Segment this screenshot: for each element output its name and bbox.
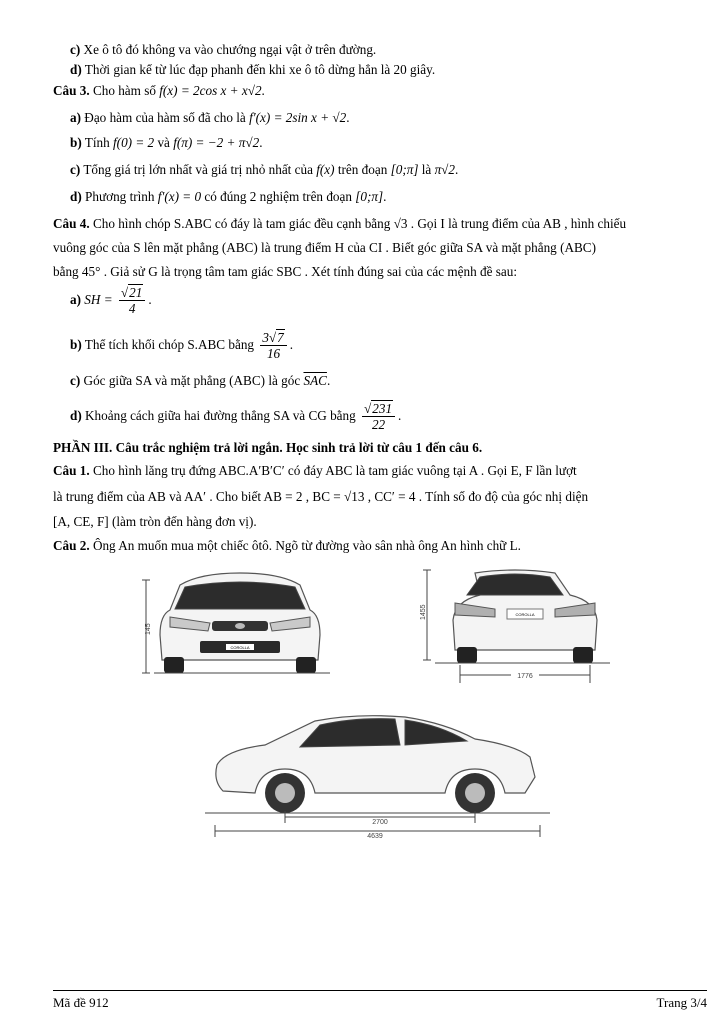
rear-height-label: 1455 bbox=[420, 604, 427, 620]
toyota-logo-icon bbox=[235, 623, 245, 629]
exam-code: Mã đề 912 bbox=[53, 995, 109, 1010]
q4-d-fraction: $\frac{√231}{22}$ bbox=[362, 401, 395, 432]
q4-b-fraction: $\frac{3√7}{16}$ bbox=[260, 330, 286, 361]
rear-wheel-left bbox=[457, 647, 477, 663]
rear-window bbox=[467, 574, 563, 595]
rear-width-label: 1776 bbox=[517, 673, 533, 680]
front-height-label: 145 bbox=[145, 623, 152, 635]
q3-item-c: c) Tổng giá trị lớn nhất và giá trị nhỏ nhất của f(x) trên đoạn [0;π] là π√2. bbox=[70, 162, 459, 177]
p3-q1-line-2: là trung điểm của AB và AA′ . Cho biết AB = 2 , BC = √13 , CC′ = 4 . Tính số đo độ của góc nhị diện bbox=[53, 489, 589, 504]
q4-item-c: c) Góc giữa SA và mặt phẳng (ABC) là góc $\overline{SAC}$. bbox=[70, 373, 331, 388]
part3-heading: PHẦN III. Câu trắc nghiệm trả lời ngắn. Học sinh trả lời từ câu 1 đến câu 6. bbox=[53, 440, 483, 455]
q4-line-1: Câu 4. Cho hình chóp S.ABC có đáy là tam giác đều cạnh bằng √3 . Gọi I là trung điểm của AB , hình chiếu bbox=[53, 216, 627, 231]
q2-item-c: c) Xe ô tô đó không va vào chướng ngại vật ở trên đường. bbox=[70, 42, 377, 57]
length-label: 4639 bbox=[367, 833, 383, 840]
q3-function: f(x) = 2cos x + x√2 bbox=[159, 83, 262, 98]
front-wheel-left bbox=[164, 657, 184, 673]
p3-q2-line: Câu 2. Ông An muốn mua một chiếc ôtô. Ngõ từ đường vào sân nhà ông An hình chữ L. bbox=[53, 538, 521, 553]
car-front-view bbox=[140, 565, 340, 680]
q4-line-3: bằng 45° . Giả sử G là trọng tâm tam giác SBC . Xét tính đúng sai của các mệnh đề sau: bbox=[53, 264, 517, 279]
front-windshield bbox=[175, 582, 305, 609]
front-plate-text: COROLLA bbox=[230, 645, 250, 650]
q3-item-a: a) Đạo hàm của hàm số đã cho là f′(x) = 2sin x + √2. bbox=[70, 110, 350, 125]
front-wheel-right bbox=[296, 657, 316, 673]
p3-q1-line-3: [A, CE, F] (làm tròn đến hàng đơn vị). bbox=[53, 514, 257, 529]
page-number: Trang 3/4 bbox=[656, 995, 707, 1010]
q4-a-fraction: $\frac{√21}{4}$ bbox=[119, 285, 145, 316]
q4-item-b: b) Thể tích khối chóp S.ABC bằng $\frac{3√7}{16}$ . bbox=[70, 330, 294, 362]
rear-badge-text: COROLLA bbox=[515, 612, 535, 617]
wheelbase-label: 2700 bbox=[372, 819, 388, 826]
q3-stem: Câu 3. Cho hàm số f(x) = 2cos x + x√2. bbox=[53, 83, 265, 98]
page-footer bbox=[53, 990, 707, 1010]
q2-item-d: d) Thời gian kể từ lúc đạp phanh đến khi xe ô tô dừng hẳn là 20 giây. bbox=[70, 62, 436, 77]
q3-item-d: d) Phương trình f′(x) = 0 có đúng 2 nghiệm trên đoạn [0;π]. bbox=[70, 189, 387, 204]
q4-item-a: a) SH = $\frac{√21}{4}$ . bbox=[70, 285, 152, 317]
rear-wheel-right bbox=[573, 647, 593, 663]
q3-item-b: b) Tính f(0) = 2 và f(π) = −2 + π√2. bbox=[70, 135, 263, 150]
q4-item-d: d) Khoảng cách giữa hai đường thẳng SA và CG bằng $\frac{√231}{22}$ . bbox=[70, 401, 402, 433]
car-side-view bbox=[205, 705, 550, 840]
q4-line-2: vuông góc của S lên mặt phẳng (ABC) là trung điểm H của CI . Biết góc giữa SA và mặt phẳng (ABC) bbox=[53, 240, 596, 255]
p3-q1-line-1: Câu 1. Cho hình lăng trụ đứng ABC.A′B′C′ có đáy ABC là tam giác vuông tại A . Gọi E, F lần lượt bbox=[53, 463, 577, 478]
car-rear-view bbox=[415, 565, 615, 685]
